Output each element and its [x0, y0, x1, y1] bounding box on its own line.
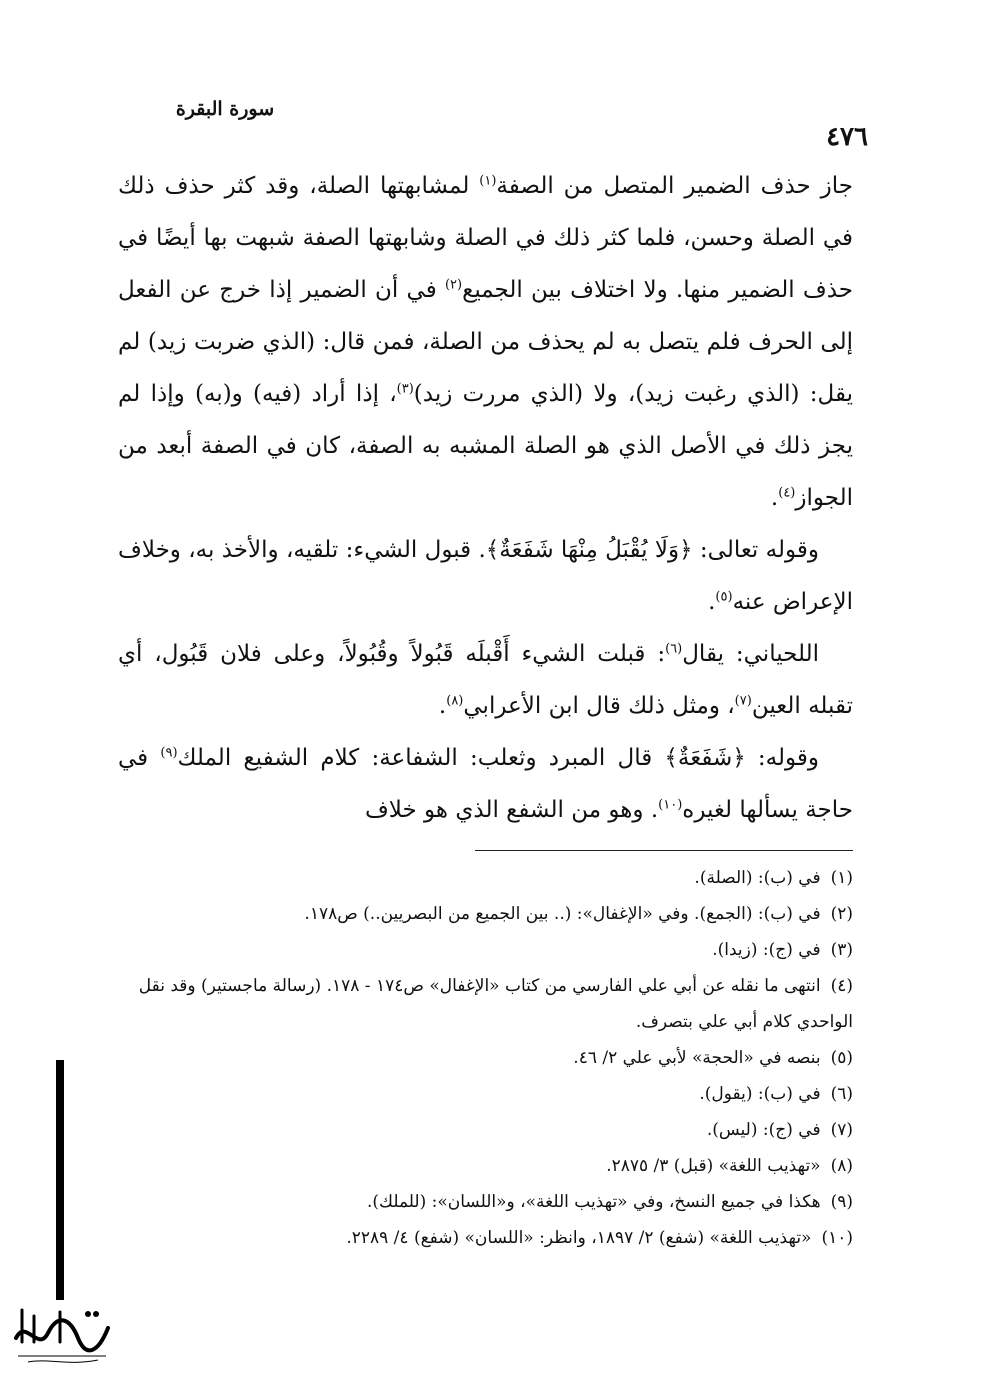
text-run: ، ومثل ذلك قال ابن الأعرابي — [463, 693, 735, 719]
text-run: وقوله: ﴿شَفَعَةٌ﴾ قال المبرد وثعلب: الشفاعة: كلام الشفيع الملك — [177, 745, 819, 771]
footnote-ref: (٧) — [734, 693, 752, 709]
paragraph — [118, 628, 853, 732]
text-run: في أن الضمير إذا خرج عن الفعل إلى الحرف فلم يتصل به لم يحذف من الصلة، فمن قال: (الذي ضربت زيد) لم يقل: (الذي رغبت زيد)، ولا (الذي مررت زيد) — [118, 277, 853, 407]
footnote-text: في (ج): (زيدا). — [712, 940, 821, 960]
footnote-number: (٦) — [830, 1084, 853, 1104]
text-run: اللحياني: يقال — [682, 641, 819, 667]
footnote-number: (٩) — [830, 1192, 853, 1212]
footnote-number: (٣) — [830, 940, 853, 960]
footnote-text: «تهذيب اللغة» (شفع) ٢/ ١٨٩٧، وانظر: «اللسان» (شفع) ٤/ ٢٢٨٩. — [346, 1228, 812, 1248]
footnote-ref: (٨) — [446, 693, 464, 709]
text-run: لمشابهتها الصلة، وقد كثر حذف ذلك في الصلة وحسن، فلما كثر ذلك في الصلة وشابهتها الصفة شبهت بها أيضًا في حذف الضمير منها. ولا اختلاف بين الجميع — [118, 173, 853, 303]
footnote-text: في (ج): (ليس). — [706, 1120, 821, 1140]
footnote-ref: (٤) — [778, 485, 796, 501]
main-text — [118, 160, 853, 836]
footnote-text: انتهى ما نقله عن أبي علي الفارسي من كتاب «الإغفال» ص١٧٤ - ١٧٨. (رسالة ماجستير) وقد نقل الواحدي كلام أبي علي بتصرف. — [138, 976, 853, 1032]
footnote — [118, 896, 853, 932]
footnote-number: (٤) — [830, 976, 853, 996]
footnote-text: في (ب): (الصلة). — [694, 868, 821, 888]
paragraph — [118, 160, 853, 524]
text-run: . — [770, 485, 779, 511]
footnotes — [118, 860, 853, 1256]
footnote-ref: (٢) — [444, 277, 463, 293]
footnote — [118, 860, 853, 896]
surah-header-title: سورة البقرة — [175, 98, 275, 120]
footnote-ref: (٣) — [396, 381, 414, 397]
footnote-ref: (٦) — [665, 641, 683, 657]
publisher-logo — [8, 1298, 118, 1368]
footnote-text: «تهذيب اللغة» (قبل) ٣/ ٢٨٧٥. — [606, 1156, 821, 1176]
footnote — [118, 1076, 853, 1112]
text-run: وقوله تعالى: ﴿وَلَا يُقْبَلُ مِنْهَا شَفَعَةٌ﴾. قبول الشيء: تلقيه، والأخذ به، وخلاف الإعراض عنه — [118, 537, 853, 615]
footnote — [118, 1220, 853, 1256]
footnote-ref: (١٠) — [658, 797, 683, 813]
footnote-number: (٨) — [830, 1156, 853, 1176]
text-run: في حاجة يسألها لغيره — [118, 745, 853, 823]
text-run: جاز حذف الضمير المتصل من الصفة — [496, 173, 854, 199]
scan-edge-strip — [56, 1060, 64, 1300]
paragraph — [118, 524, 853, 628]
footnote-text: في (ب): (الجمع). وفي «الإغفال»: (.. بين الجميع من البصريين..) ص١٧٨. — [304, 904, 821, 924]
footnote-number: (١٠) — [821, 1228, 853, 1248]
text-run: ، إذا أراد (فيه) و(به) وإذا لم يجز ذلك في الأصل الذي هو الصلة المشبه به الصفة، كان في الصفة أبعد من الجواز — [118, 381, 853, 511]
footnote-text: هكذا في جميع النسخ، وفي «تهذيب اللغة»، و«اللسان»: (للملك). — [366, 1192, 821, 1212]
text-run: : قبلت الشيء أَقْبلَه قَبُولاً وقُبُولاً، وعلى فلان قَبُول، أي تقبله العين — [118, 641, 853, 719]
page-number: ٤٧٦ — [826, 122, 868, 152]
footnote-number: (٢) — [830, 904, 853, 924]
footnote — [118, 1184, 853, 1220]
text-run: . وهو من الشفع الذي هو خلاف — [364, 797, 659, 823]
footnote-ref: (٩) — [160, 745, 178, 761]
footnote-divider — [475, 850, 853, 851]
footnote-number: (١) — [830, 868, 853, 888]
footnote-text: بنصه في «الحجة» لأبي علي ٢/ ٤٦. — [573, 1048, 821, 1068]
footnote-text: في (ب): (يقول). — [699, 1084, 821, 1104]
footnote — [118, 1112, 853, 1148]
footnote-ref: (١) — [479, 173, 497, 189]
footnote-ref: (٥) — [715, 589, 733, 605]
paragraph — [118, 732, 853, 836]
footnote — [118, 968, 853, 1040]
footnote-number: (٧) — [830, 1120, 853, 1140]
footnote — [118, 932, 853, 968]
footnote — [118, 1040, 853, 1076]
text-run: . — [708, 589, 716, 615]
text-run: . — [438, 693, 447, 719]
footnote — [118, 1148, 853, 1184]
footnote-number: (٥) — [830, 1048, 853, 1068]
